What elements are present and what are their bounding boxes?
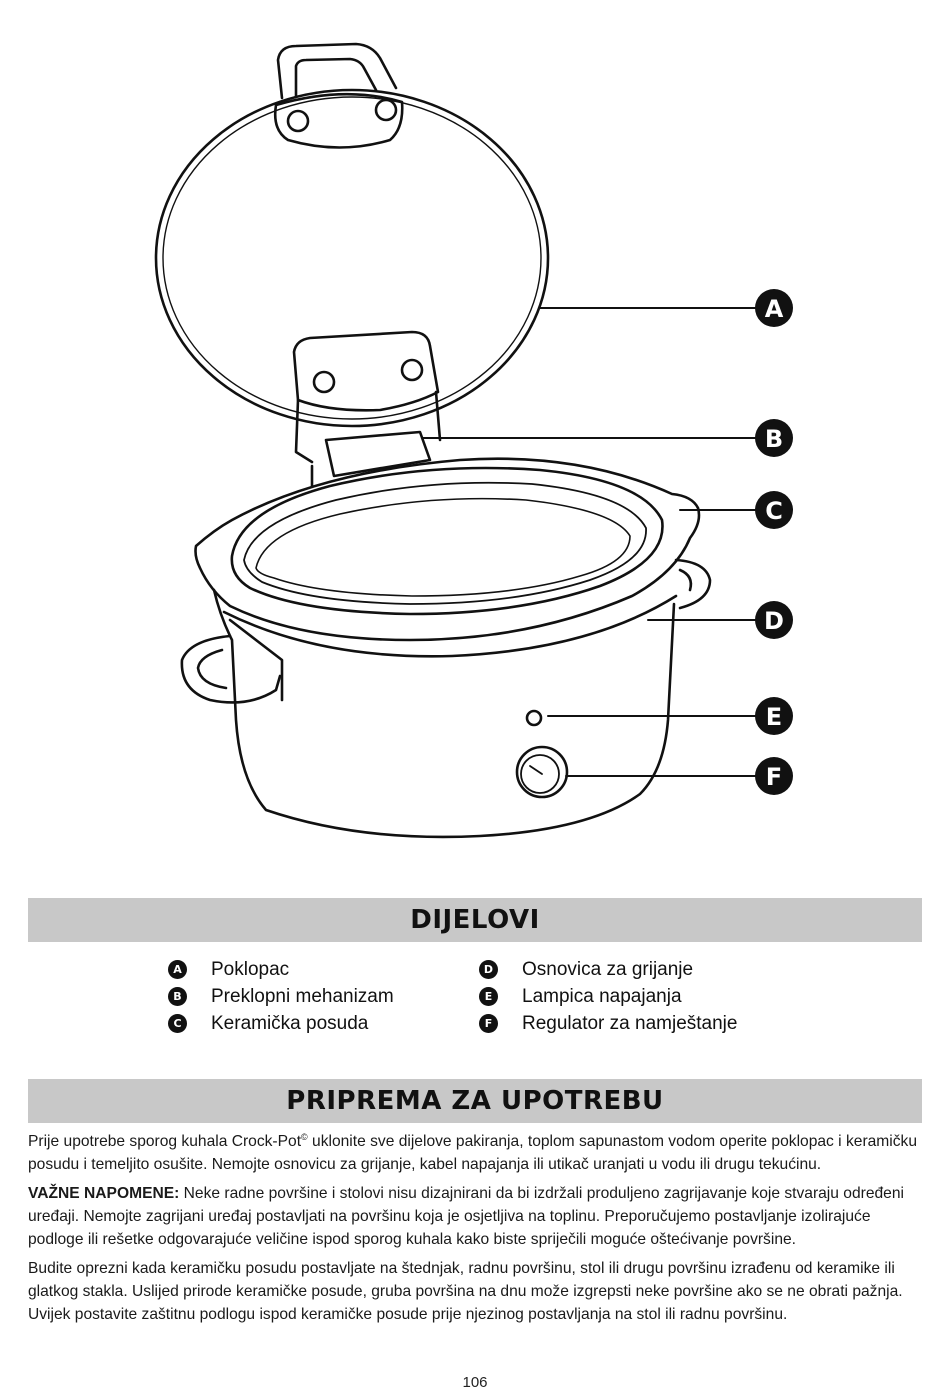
callout-b: [755, 419, 793, 457]
svg-text:A: A: [764, 295, 784, 323]
callout-a: [755, 289, 793, 327]
svg-text:B: B: [764, 425, 784, 453]
part-label: Poklopac: [211, 958, 290, 980]
callout-f: [755, 757, 793, 795]
preparation-text: [28, 1130, 924, 1332]
letter-badge: B: [168, 987, 187, 1006]
paragraph-intro: Prije upotrebe sporog kuhala Crock-Pot© uklonite sve dijelove pakiranja, toplom sapunastom vodom operite poklopac i keramičku posudu i temeljito osušite. Nemojte osnovicu za grijanje, kabel napajanja ili utikač uranjati u vodu ili drugu tekućinu.: [28, 1131, 918, 1173]
list-item: [479, 983, 737, 1010]
letter-badge: C: [168, 1014, 187, 1033]
lid: [156, 90, 548, 426]
parts-title: DIJELOVI: [410, 905, 540, 935]
svg-text:C: C: [765, 497, 783, 525]
part-label: Keramička posuda: [211, 1012, 369, 1034]
letter-badge: A: [168, 960, 187, 979]
letter-badge: F: [479, 1014, 498, 1033]
letter-badge: D: [479, 960, 498, 979]
preparation-title: PRIPREMA ZA UPOTREBU: [286, 1086, 664, 1116]
callout-d: [755, 601, 793, 639]
letter-badge: E: [479, 987, 498, 1006]
list-item: [168, 1010, 394, 1037]
part-label: Osnovica za grijanje: [522, 958, 694, 980]
svg-text:D: D: [764, 607, 784, 635]
paragraph-important-notes: VAŽNE NAPOMENE: Neke radne površine i stolovi nisu dizajnirani da bi izdržali produljeno zagrijavanje koje stvaraju određeni uređaji. Nemojte zagrijani uređaj postavljati na površinu koja je osjetljiva na toplinu. Preporučujemo postavljanje izolirajuće podloge ili rešetke odgovarajuće veličine ispod sporog kuhala kako biste spriječili moguće oštećivanje površine.: [28, 1185, 904, 1248]
page-number: 106: [462, 1374, 488, 1391]
important-notes-label: VAŽNE NAPOMENE:: [28, 1185, 180, 1202]
part-label: Preklopni mehanizam: [211, 985, 394, 1007]
hinge: [326, 432, 430, 476]
parts-list-right: [479, 956, 737, 1037]
part-label: Regulator za namještanje: [522, 1012, 738, 1034]
list-item: [479, 956, 737, 983]
list-item: [168, 983, 394, 1010]
list-item: [479, 1010, 737, 1037]
power-light: [527, 711, 541, 725]
parts-header: [28, 898, 922, 942]
part-label: Lampica napajanja: [522, 985, 682, 1007]
heating-base: [214, 590, 674, 837]
callout-c: [755, 491, 793, 529]
callout-e: [755, 697, 793, 735]
preparation-header: [28, 1079, 922, 1123]
list-item: [168, 956, 394, 983]
svg-text:F: F: [765, 763, 783, 791]
svg-text:E: E: [765, 703, 783, 731]
parts-list-left: [168, 956, 394, 1037]
paragraph-caution: Budite oprezni kada keramičku posudu postavljate na štednjak, radnu površinu, stol ili drugu površinu izrađenu od keramike ili glatkog stakla. Uslijed prirode keramičke posude, gruba površina na dnu može izgrepsti neke površine ako se ne obrati pažnja. Uvijek postavite zaštitnu podlogu ispod keramičke posude prije njezinog postavljanja na stol ili radnu površinu.: [28, 1260, 903, 1323]
